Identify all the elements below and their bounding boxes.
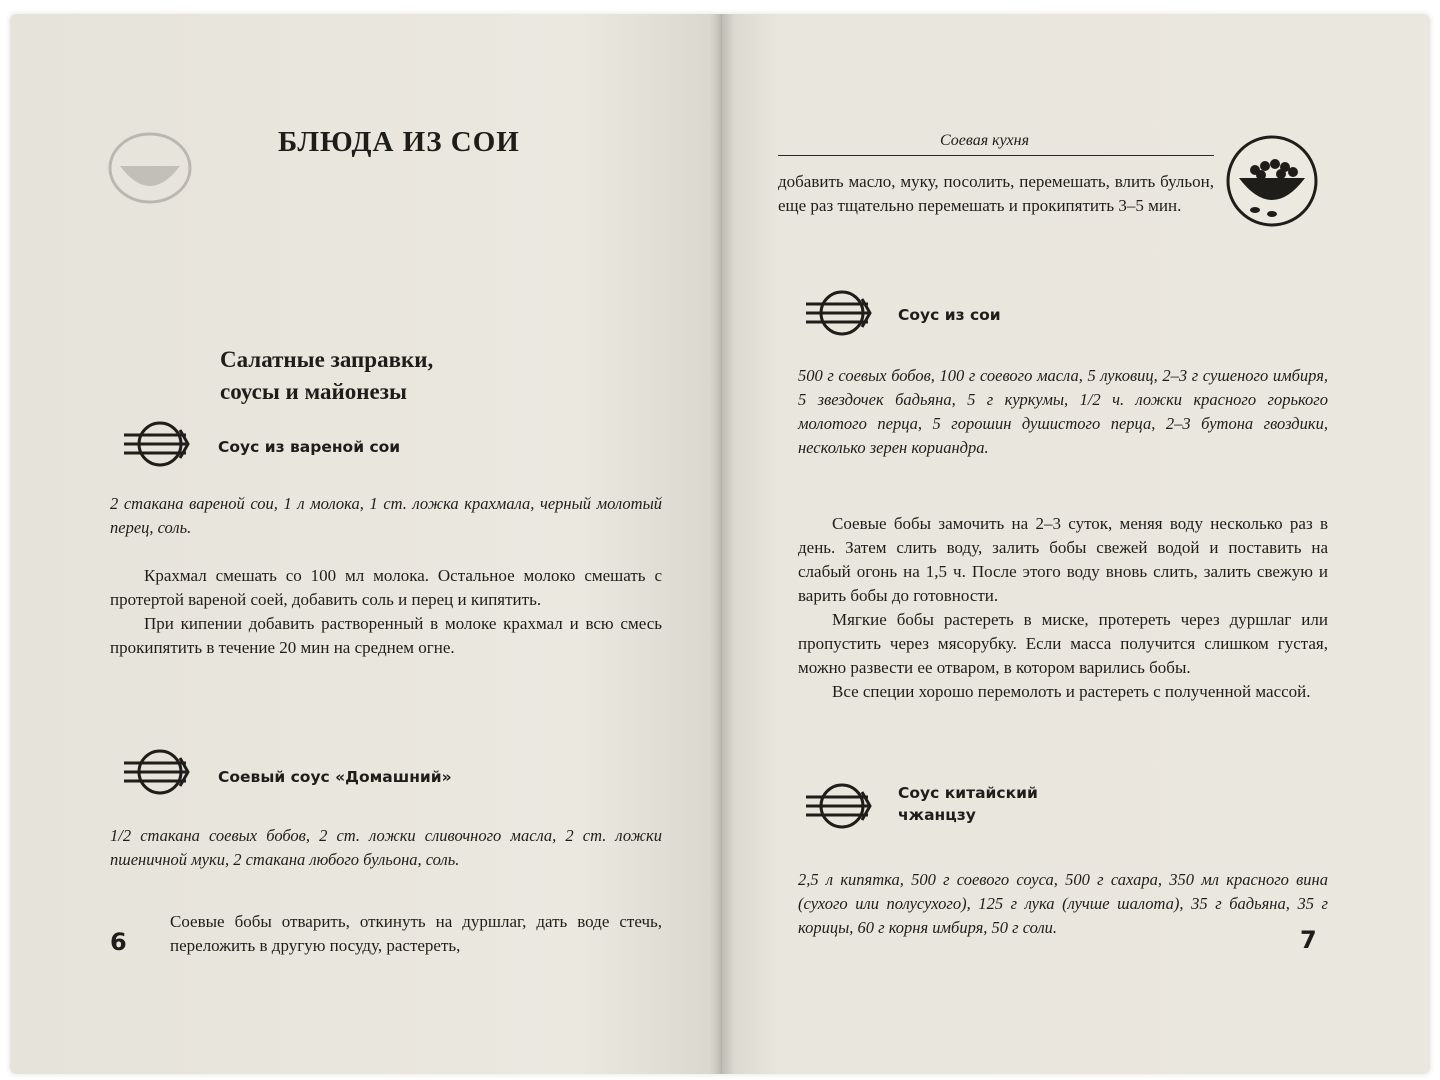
continuation-text: добавить масло, муку, посолить, перемешать, влить бульон, еще раз тщательно перемешать и прокипятить 3–5 мин.: [778, 172, 1214, 215]
recipe-title: Соус из сои: [898, 306, 1001, 324]
running-header: Соевая кухня: [940, 132, 1030, 149]
page-number: 7: [1300, 926, 1317, 954]
recipe-title-line1: Соус китайский: [898, 784, 1038, 802]
page-number: 6: [110, 928, 127, 956]
header-rule: [778, 155, 1214, 156]
instruction-paragraph: Соевые бобы отварить, откинуть на дуршлаг, дать воде стечь, переложить в другую посуду, растереть,: [170, 912, 662, 955]
open-book: [10, 14, 1430, 1074]
instruction-paragraph: Соевые бобы замочить на 2–3 суток, меняя воду несколько раз в день. Затем слить воду, залить бобы свежей водой и поставить на слабый огонь на 1,5 ч. После этого воду вновь слить, залить свежую и варить бобы до готовности.: [798, 514, 1328, 605]
chapter-title: БЛЮДА ИЗ СОИ: [278, 126, 520, 158]
section-title: [220, 344, 620, 408]
plate-cutlery-icon: [804, 289, 876, 337]
recipe-title-line2: чжанцзу: [898, 806, 976, 824]
plate-cutlery-icon: [804, 782, 876, 830]
instruction-paragraph: Мягкие бобы растереть в миске, протереть через дуршлаг или пропустить через мясорубку. Если масса получится слишком густая, можно развести ее отваром, в котором варились бобы.: [798, 610, 1328, 677]
right-page: [722, 14, 1430, 1074]
instruction-paragraph: Все специи хорошо перемолоть и растереть с полученной массой.: [832, 682, 1311, 701]
recipe-instructions: [798, 512, 1328, 704]
recipe-ingredients: 2,5 л кипятка, 500 г соевого соуса, 500 г сахара, 350 мл красного вина (сухого или полусухого), 125 г лука (лучше шалота), 35 г бадьяна, 35 г корицы, 60 г корня имбиря, 50 г соли.: [798, 870, 1328, 937]
recipe-title: [898, 782, 1038, 826]
bowl-ghost-icon: [105, 126, 195, 206]
plate-cutlery-icon: [122, 748, 194, 796]
recipe-title: Соевый соус «Домашний»: [218, 768, 452, 786]
left-page: [10, 14, 722, 1074]
section-title-line1: Салатные заправки,: [220, 347, 434, 372]
section-title-line2: соусы и майонезы: [220, 379, 407, 404]
recipe-ingredients: 2 стакана вареной сои, 1 л молока, 1 ст. ложка крахмала, черный молотый перец, соль.: [110, 494, 662, 537]
bowl-of-beans-icon: [1225, 134, 1319, 228]
book-gutter: [710, 14, 734, 1074]
recipe-ingredients: 1/2 стакана соевых бобов, 2 ст. ложки сливочного масла, 2 ст. ложки пшеничной муки, 2 стакана любого бульона, соль.: [110, 826, 662, 869]
recipe-title: Соус из вареной сои: [218, 438, 401, 456]
plate-cutlery-icon: [122, 420, 194, 468]
recipe-instructions: [170, 910, 662, 958]
instruction-paragraph: Крахмал смешать со 100 мл молока. Остальное молоко смешать с протертой вареной соей, добавить соль и перец и кипятить.: [110, 566, 662, 609]
recipe-instructions: [110, 564, 662, 660]
recipe-ingredients: 500 г соевых бобов, 100 г соевого масла, 5 луковиц, 2–3 г сушеного имбиря, 5 звездочек бадьяна, 5 г куркумы, 1/2 ч. ложки красного горького молотого перца, 5 горошин душистого перца, 2–3 бутона гвоздики, несколько зерен кориандра.: [798, 366, 1328, 457]
instruction-paragraph: При кипении добавить растворенный в молоке крахмал и всю смесь прокипятить в течение 20 мин на среднем огне.: [110, 614, 662, 657]
